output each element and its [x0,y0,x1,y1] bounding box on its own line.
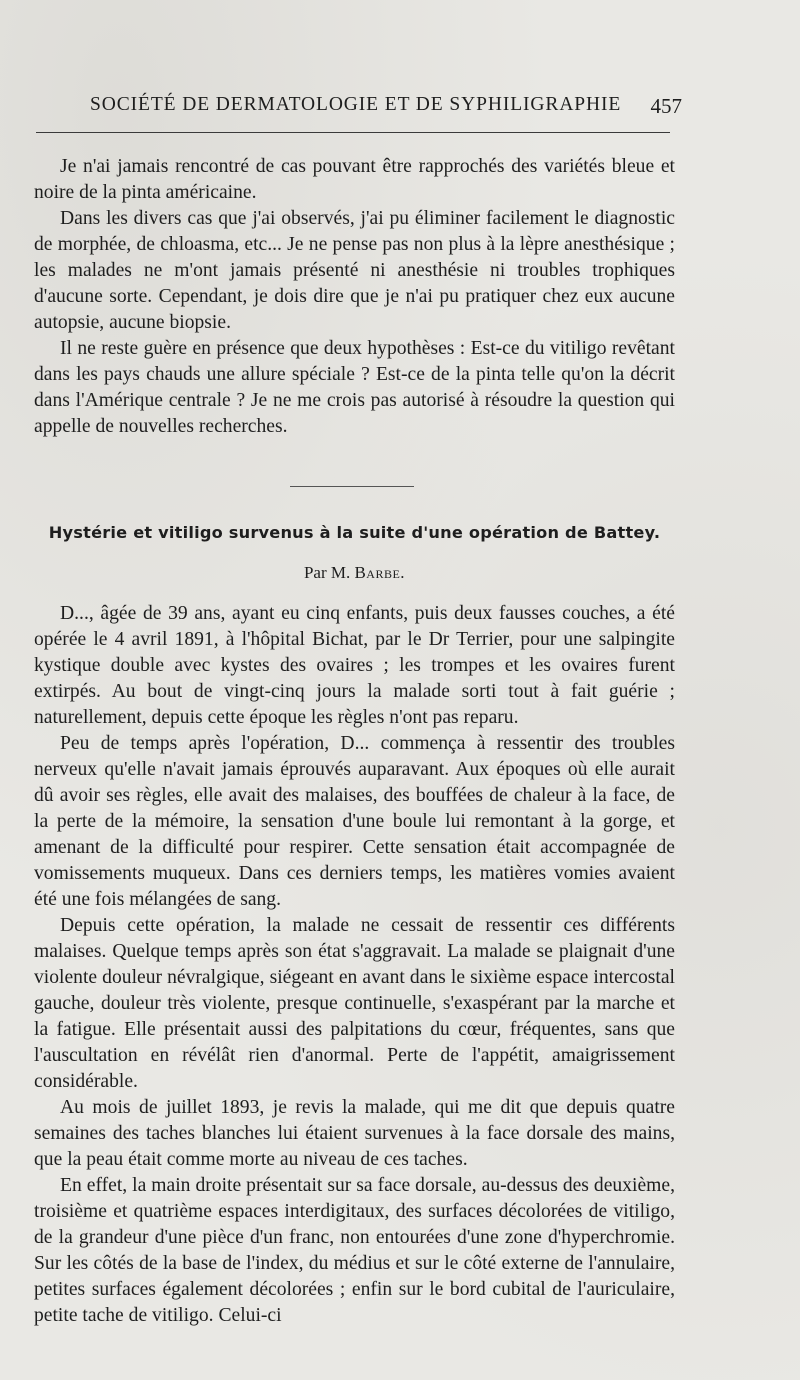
running-title: SOCIÉTÉ DE DERMATOLOGIE ET DE SYPHILIGRAPHIE [90,94,622,115]
page-number: 457 [650,94,682,118]
paragraph: Au mois de juillet 1893, je revis la malade, qui me dit que depuis quatre semaines des taches blanches lui étaient survenues à la face dorsale des mains, que la peau était comme morte au niveau de ces taches. [34,1097,675,1170]
article-title: Hystérie et vitiligo survenus à la suite d'une opération de Battey. [48,523,661,542]
article-text [34,601,675,1329]
paragraph: Peu de temps après l'opération, D... commença à ressentir des troubles nerveux qu'elle n'avait jamais éprouvés auparavant. Aux époques où elle aurait dû avoir ses règles, elle avait des malaises, des bouffées de chaleur à la face, de la perte de la mémoire, la sensation d'une boule lui remontant à la gorge, et amenant de la difficulté pour respirer. Cette sensation était accompagnée de vomissements muqueux. Dans ces derniers temps, les matières vomies avaient été une fois mélangées de sang. [34,733,675,910]
byline [34,563,675,583]
running-head [90,94,682,122]
header-divider [36,132,670,133]
section-divider [290,486,414,487]
paragraph: Dans les divers cas que j'ai observés, j'ai pu éliminer facilement le diagnostic de morphée, de chloasma, etc... Je ne pense pas non plus à la lèpre anesthésique ; les malades ne m'ont jamais présenté ni anesthésie ni troubles trophiques d'aucune sorte. Cependant, je dois dire que je n'ai pu pratiquer chez eux aucune autopsie, aucune biopsie. [34,208,675,333]
byline-prefix: Par M. [303,563,351,582]
author-name: Barbe. [354,563,406,582]
paragraph: D..., âgée de 39 ans, ayant eu cinq enfants, puis deux fausses couches, a été opérée le 4 avril 1891, à l'hôpital Bichat, par le Dr Terrier, pour une salpingite kystique double avec kystes des ovaires ; les trompes et les ovaires furent extirpés. Au bout de vingt-cinq jours la malade sorti tout à fait guérie ; naturellement, depuis cette époque les règles n'ont pas reparu. [34,603,675,728]
section-one-text [34,154,675,440]
paragraph: Il ne reste guère en présence que deux hypothèses : Est-ce du vitiligo revêtant dans les pays chauds une allure spéciale ? Est-ce de la pinta telle qu'on la décrit dans l'Amérique centrale ? Je ne me crois pas autorisé à résoudre la question qui appelle de nouvelles recherches. [34,338,675,437]
paragraph: Depuis cette opération, la malade ne cessait de ressentir ces différents malaises. Quelque temps après son état s'aggravait. La malade se plaignait d'une violente douleur névralgique, siégeant en avant dans le sixième espace intercostal gauche, douleur très violente, presque continuelle, s'exaspérant par la marche et la fatigue. Elle présentait aussi des palpitations du cœur, fréquentes, sans que l'auscultation en révélât rien d'anormal. Perte de l'appétit, amaigrissement considérable. [34,915,675,1092]
paragraph: En effet, la main droite présentait sur sa face dorsale, au-dessus des deuxième, troisième et quatrième espaces interdigitaux, des surfaces décolorées de vitiligo, de la grandeur d'une pièce d'un franc, non entourées d'une zone d'hyperchromie. Sur les côtés de la base de l'index, du médius et sur le côté externe de l'annulaire, petites surfaces également décolorées ; enfin sur le bord cubital de l'auriculaire, petite tache de vitiligo. Celui-ci [34,1175,675,1326]
paragraph: Je n'ai jamais rencontré de cas pouvant être rapprochés des variétés bleue et noire de la pinta américaine. [34,156,675,203]
